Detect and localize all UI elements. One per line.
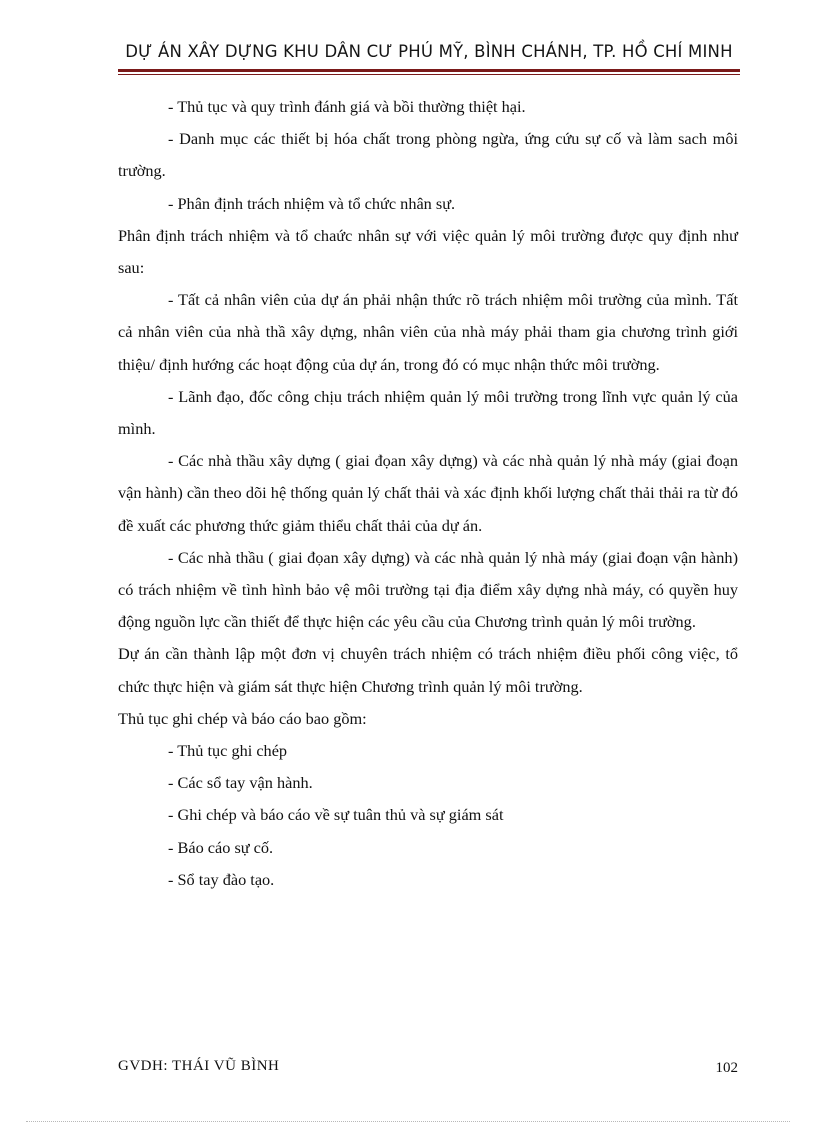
list-item: - Các nhà thầu xây dựng ( giai đọan xây dựng) và các nhà quản lý nhà máy (giai đoạn vận hành) cần theo dõi hệ thống quản lý chất thải và xác định khối lượng chất thải thải ra từ đó đề xuất các phương thức giảm thiểu chất thải của dự án. bbox=[118, 451, 738, 535]
body-paragraph: Phân định trách nhiệm và tổ chaức nhân sự với việc quản lý môi trường được quy định như sau: bbox=[118, 225, 738, 278]
header-rule-thick bbox=[118, 69, 740, 72]
body-paragraph: Thủ tục ghi chép và báo cáo bao gồm: bbox=[118, 708, 367, 728]
list-item: - Phân định trách nhiệm và tổ chức nhân sự. bbox=[168, 193, 456, 213]
list-item: - Các sổ tay vận hành. bbox=[168, 773, 313, 793]
page-number: 102 bbox=[715, 1060, 738, 1076]
page-header-title: DỰ ÁN XÂY DỰNG KHU DÂN CƯ PHÚ MỸ, BÌNH CHÁNH, TP. HỒ CHÍ MINH bbox=[125, 42, 733, 61]
list-item: - Danh mục các thiết bị hóa chất trong phòng ngừa, ứng cứu sự cố và làm sach môi trường. bbox=[118, 129, 738, 181]
list-item: - Sổ tay đào tạo. bbox=[168, 869, 275, 889]
header-rule-thin bbox=[118, 74, 740, 75]
list-item: - Báo cáo sự cố. bbox=[168, 837, 274, 857]
list-item: - Lãnh đạo, đốc công chịu trách nhiệm quản lý môi trường trong lĩnh vực quản lý của mình. bbox=[118, 386, 738, 439]
list-item: - Thủ tục và quy trình đánh giá và bồi thường thiệt hại. bbox=[168, 97, 526, 116]
list-item: - Ghi chép và báo cáo về sự tuân thủ và sự giám sát bbox=[168, 805, 504, 825]
list-item: - Tất cả nhân viên của dự án phải nhận thức rõ trách nhiệm môi trường của mình. Tất cả nhân viên của nhà thầ xây dựng, nhân viên của nhà máy phải tham gia chương trình giới thiệu/ định hướng các hoạt động của dự án, trong đó có mục nhận thức môi trường. bbox=[118, 290, 738, 374]
footer-author: GVDH: THÁI VŨ BÌNH bbox=[118, 1058, 280, 1074]
page-bottom-divider bbox=[26, 1121, 790, 1122]
list-item: - Thủ tục ghi chép bbox=[168, 741, 288, 761]
list-item: - Các nhà thầu ( giai đọan xây dựng) và các nhà quản lý nhà máy (giai đoạn vận hành) có trách nhiệm về tình hình bảo vệ môi trường tại địa điểm xây dựng nhà máy, có quyền huy động nguồn lực cần thiết để thực hiện các yêu cầu của Chương trình quản lý môi trường. bbox=[118, 547, 738, 632]
document-body bbox=[118, 91, 738, 896]
body-paragraph: Dự án cần thành lập một đơn vị chuyên trách nhiệm có trách nhiệm điều phối công việc, tổ chức thực hiện và giám sát thực hiện Chương trình quản lý môi trường. bbox=[118, 644, 738, 696]
